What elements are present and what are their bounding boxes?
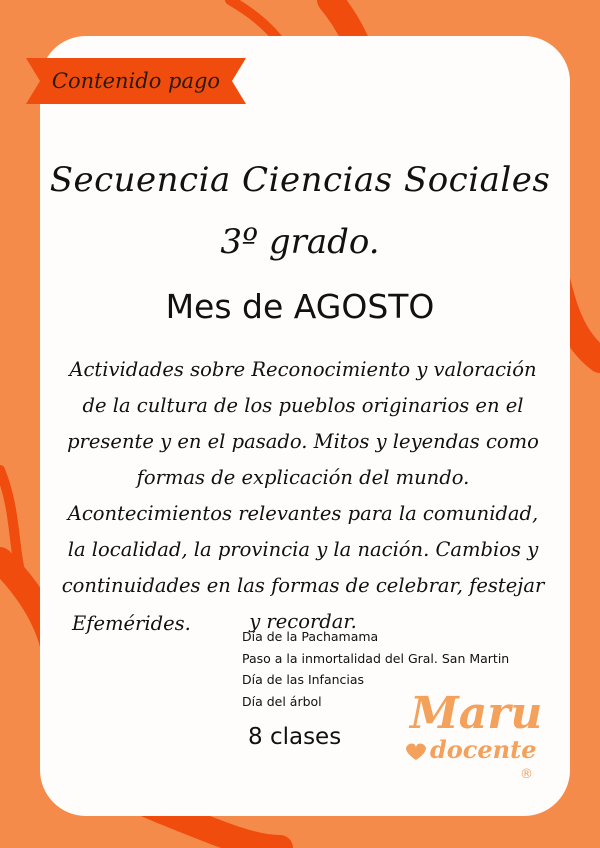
registered-mark: ® (520, 767, 533, 780)
logo-line-1: Maru (410, 688, 543, 739)
efemeride-item: Día del árbol (242, 693, 322, 709)
maru-docente-logo (398, 680, 548, 780)
logo-line-2: docente (430, 735, 537, 764)
efemeride-item: Paso a la inmortalidad del Gral. San Martin (242, 650, 510, 666)
badge-label: Contenido pago (51, 69, 221, 93)
month-heading: Mes de AGOSTO (165, 287, 435, 326)
description: Actividades sobre Reconocimiento y valoración de la cultura de los pueblos originarios en el presente y en el pasado. Mitos y leyendas como formas de explicación del mundo. Acontecimientos relevantes para la comunidad, la localidad, la provincia y la nación. Cambios y continuidades en las formas de celebrar, festejar y recordar. (61, 358, 545, 633)
classes-count: 8 clases (248, 724, 342, 750)
efemeride-item: Día de las Infancias (242, 672, 365, 687)
efemerides-label: Efemérides. (72, 612, 191, 635)
heart-icon (406, 744, 426, 761)
title-line-1: Secuencia Ciencias Sociales (49, 160, 551, 200)
title-line-2: 3º grado. (220, 222, 380, 262)
efemeride-item: Día de la Pachamama (242, 629, 379, 644)
